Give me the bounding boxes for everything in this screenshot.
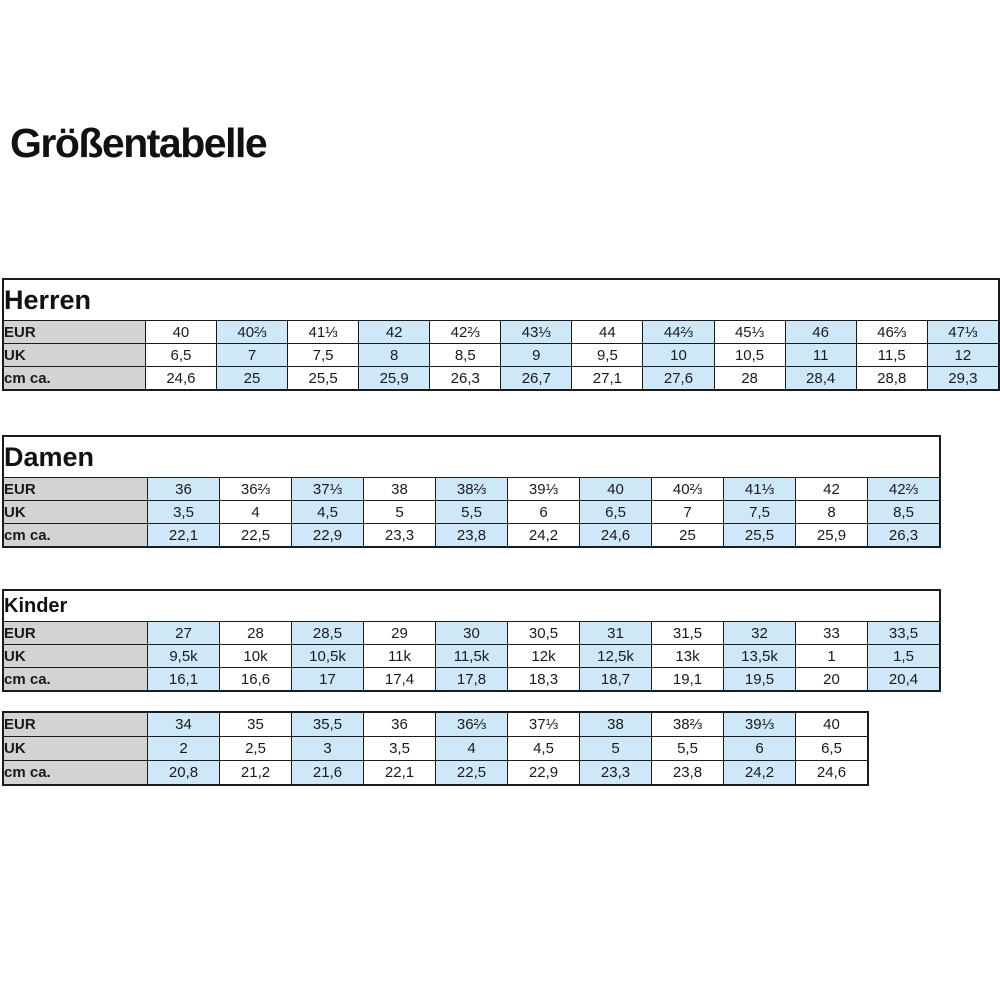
size-cell: 4,5 — [292, 501, 364, 524]
size-cell: 23,3 — [364, 524, 436, 548]
size-cell: 20,4 — [868, 668, 941, 692]
size-cell: 16,1 — [148, 668, 220, 692]
size-cell: 40 — [796, 712, 869, 737]
size-cell: 9,5 — [572, 344, 643, 367]
size-cell: 17,8 — [436, 668, 508, 692]
size-cell: 5,5 — [436, 501, 508, 524]
table-row — [3, 321, 999, 344]
size-cell: 24,6 — [145, 367, 216, 391]
size-cell: 43⅓ — [501, 321, 572, 344]
size-cell: 11,5k — [436, 645, 508, 668]
size-cell: 39⅓ — [508, 478, 580, 501]
size-cell: 37⅓ — [292, 478, 364, 501]
size-cell: 42 — [796, 478, 868, 501]
table-row — [3, 712, 868, 737]
size-cell: 7,5 — [288, 344, 359, 367]
size-cell: 37⅓ — [508, 712, 580, 737]
size-cell: 2 — [148, 737, 220, 761]
size-cell: 6,5 — [796, 737, 869, 761]
size-cell: 2,5 — [220, 737, 292, 761]
size-cell: 5,5 — [652, 737, 724, 761]
row-label-cell: cm ca. — [3, 668, 148, 692]
row-label-cell: UK — [3, 501, 148, 524]
size-cell: 44 — [572, 321, 643, 344]
size-cell: 7 — [652, 501, 724, 524]
table-row — [3, 622, 940, 645]
size-cell: 4,5 — [508, 737, 580, 761]
size-cell: 33,5 — [868, 622, 941, 645]
size-cell: 17 — [292, 668, 364, 692]
size-cell: 40 — [580, 478, 652, 501]
size-cell: 11 — [785, 344, 856, 367]
size-cell: 36 — [148, 478, 220, 501]
row-label-cell: UK — [3, 344, 145, 367]
size-cell: 25,5 — [724, 524, 796, 548]
size-cell: 19,5 — [724, 668, 796, 692]
size-cell: 40⅔ — [652, 478, 724, 501]
size-cell: 44⅔ — [643, 321, 714, 344]
size-cell: 29 — [364, 622, 436, 645]
size-cell: 13k — [652, 645, 724, 668]
size-cell: 40⅔ — [216, 321, 287, 344]
table-row — [3, 344, 999, 367]
size-cell: 24,6 — [796, 761, 869, 786]
size-cell: 22,1 — [364, 761, 436, 786]
table-row — [3, 668, 940, 692]
size-cell: 32 — [724, 622, 796, 645]
damen-table — [2, 435, 941, 548]
size-cell: 22,5 — [220, 524, 292, 548]
table-row — [3, 645, 940, 668]
size-cell: 41⅓ — [724, 478, 796, 501]
row-label-cell: EUR — [3, 712, 148, 737]
size-cell: 34 — [148, 712, 220, 737]
row-label-cell: EUR — [3, 622, 148, 645]
size-cell: 40 — [145, 321, 216, 344]
tables-container — [2, 278, 1000, 786]
size-cell: 38 — [364, 478, 436, 501]
size-cell: 10,5k — [292, 645, 364, 668]
size-cell: 35 — [220, 712, 292, 737]
size-cell: 20 — [796, 668, 868, 692]
size-cell: 33 — [796, 622, 868, 645]
size-cell: 18,7 — [580, 668, 652, 692]
size-cell: 29,3 — [927, 367, 999, 391]
size-cell: 38⅔ — [436, 478, 508, 501]
size-cell: 39⅓ — [724, 712, 796, 737]
row-label-cell: UK — [3, 737, 148, 761]
size-cell: 6 — [508, 501, 580, 524]
size-cell: 25 — [216, 367, 287, 391]
size-cell: 27,1 — [572, 367, 643, 391]
size-cell: 27,6 — [643, 367, 714, 391]
size-cell: 19,1 — [652, 668, 724, 692]
size-cell: 8 — [796, 501, 868, 524]
size-cell: 7,5 — [724, 501, 796, 524]
size-cell: 3 — [292, 737, 364, 761]
size-cell: 35,5 — [292, 712, 364, 737]
size-cell: 3,5 — [148, 501, 220, 524]
row-label-cell: cm ca. — [3, 761, 148, 786]
size-cell: 42⅔ — [868, 478, 941, 501]
size-cell: 20,8 — [148, 761, 220, 786]
size-cell: 25 — [652, 524, 724, 548]
size-cell: 10,5 — [714, 344, 785, 367]
table-row — [3, 501, 940, 524]
size-cell: 8,5 — [430, 344, 501, 367]
size-cell: 9,5k — [148, 645, 220, 668]
size-cell: 28,5 — [292, 622, 364, 645]
size-cell: 25,9 — [796, 524, 868, 548]
size-cell: 7 — [216, 344, 287, 367]
size-cell: 36⅔ — [436, 712, 508, 737]
table-row — [3, 761, 868, 786]
size-cell: 31 — [580, 622, 652, 645]
size-cell: 12 — [927, 344, 999, 367]
size-cell: 24,2 — [508, 524, 580, 548]
size-cell: 22,1 — [148, 524, 220, 548]
size-cell: 6,5 — [145, 344, 216, 367]
size-cell: 11k — [364, 645, 436, 668]
size-cell: 38 — [580, 712, 652, 737]
size-cell: 36 — [364, 712, 436, 737]
size-cell: 28 — [220, 622, 292, 645]
size-cell: 22,9 — [292, 524, 364, 548]
size-cell: 46 — [785, 321, 856, 344]
kinder-table — [2, 589, 941, 692]
size-cell: 46⅔ — [856, 321, 927, 344]
size-cell: 12,5k — [580, 645, 652, 668]
table-title: Damen — [3, 436, 940, 478]
size-cell: 17,4 — [364, 668, 436, 692]
size-cell: 25,5 — [288, 367, 359, 391]
size-cell: 42⅔ — [430, 321, 501, 344]
size-cell: 28,8 — [856, 367, 927, 391]
size-cell: 22,9 — [508, 761, 580, 786]
size-cell: 18,3 — [508, 668, 580, 692]
table-title: Kinder — [3, 590, 940, 622]
size-cell: 1,5 — [868, 645, 941, 668]
size-cell: 24,6 — [580, 524, 652, 548]
size-cell: 26,7 — [501, 367, 572, 391]
row-label-cell: UK — [3, 645, 148, 668]
size-cell: 5 — [364, 501, 436, 524]
table-row — [3, 524, 940, 548]
kinder-table-continued — [2, 711, 869, 786]
size-cell: 10 — [643, 344, 714, 367]
size-cell: 23,8 — [652, 761, 724, 786]
size-cell: 26,3 — [868, 524, 941, 548]
size-cell: 41⅓ — [288, 321, 359, 344]
row-label-cell: cm ca. — [3, 524, 148, 548]
size-cell: 42 — [359, 321, 430, 344]
row-label-cell: EUR — [3, 478, 148, 501]
table-row — [3, 737, 868, 761]
size-cell: 47⅓ — [927, 321, 999, 344]
size-cell: 16,6 — [220, 668, 292, 692]
size-cell: 1 — [796, 645, 868, 668]
herren-table — [2, 278, 1000, 391]
table-title: Herren — [3, 279, 999, 321]
size-cell: 12k — [508, 645, 580, 668]
size-cell: 6 — [724, 737, 796, 761]
size-cell: 4 — [220, 501, 292, 524]
row-label-cell: EUR — [3, 321, 145, 344]
size-cell: 5 — [580, 737, 652, 761]
size-cell: 45⅓ — [714, 321, 785, 344]
table-row — [3, 367, 999, 391]
size-cell: 9 — [501, 344, 572, 367]
page-title: Größentabelle — [10, 120, 267, 166]
size-cell: 24,2 — [724, 761, 796, 786]
table-row — [3, 478, 940, 501]
size-cell: 21,6 — [292, 761, 364, 786]
row-label-cell: cm ca. — [3, 367, 145, 391]
size-cell: 8 — [359, 344, 430, 367]
size-cell: 8,5 — [868, 501, 941, 524]
size-cell: 31,5 — [652, 622, 724, 645]
size-cell: 36⅔ — [220, 478, 292, 501]
size-cell: 38⅔ — [652, 712, 724, 737]
size-cell: 28,4 — [785, 367, 856, 391]
size-cell: 23,3 — [580, 761, 652, 786]
size-cell: 30,5 — [508, 622, 580, 645]
size-cell: 25,9 — [359, 367, 430, 391]
size-cell: 3,5 — [364, 737, 436, 761]
size-cell: 30 — [436, 622, 508, 645]
size-cell: 21,2 — [220, 761, 292, 786]
size-cell: 11,5 — [856, 344, 927, 367]
size-cell: 28 — [714, 367, 785, 391]
size-cell: 27 — [148, 622, 220, 645]
size-cell: 26,3 — [430, 367, 501, 391]
size-cell: 10k — [220, 645, 292, 668]
size-cell: 13,5k — [724, 645, 796, 668]
size-cell: 22,5 — [436, 761, 508, 786]
size-cell: 23,8 — [436, 524, 508, 548]
size-cell: 6,5 — [580, 501, 652, 524]
size-cell: 4 — [436, 737, 508, 761]
